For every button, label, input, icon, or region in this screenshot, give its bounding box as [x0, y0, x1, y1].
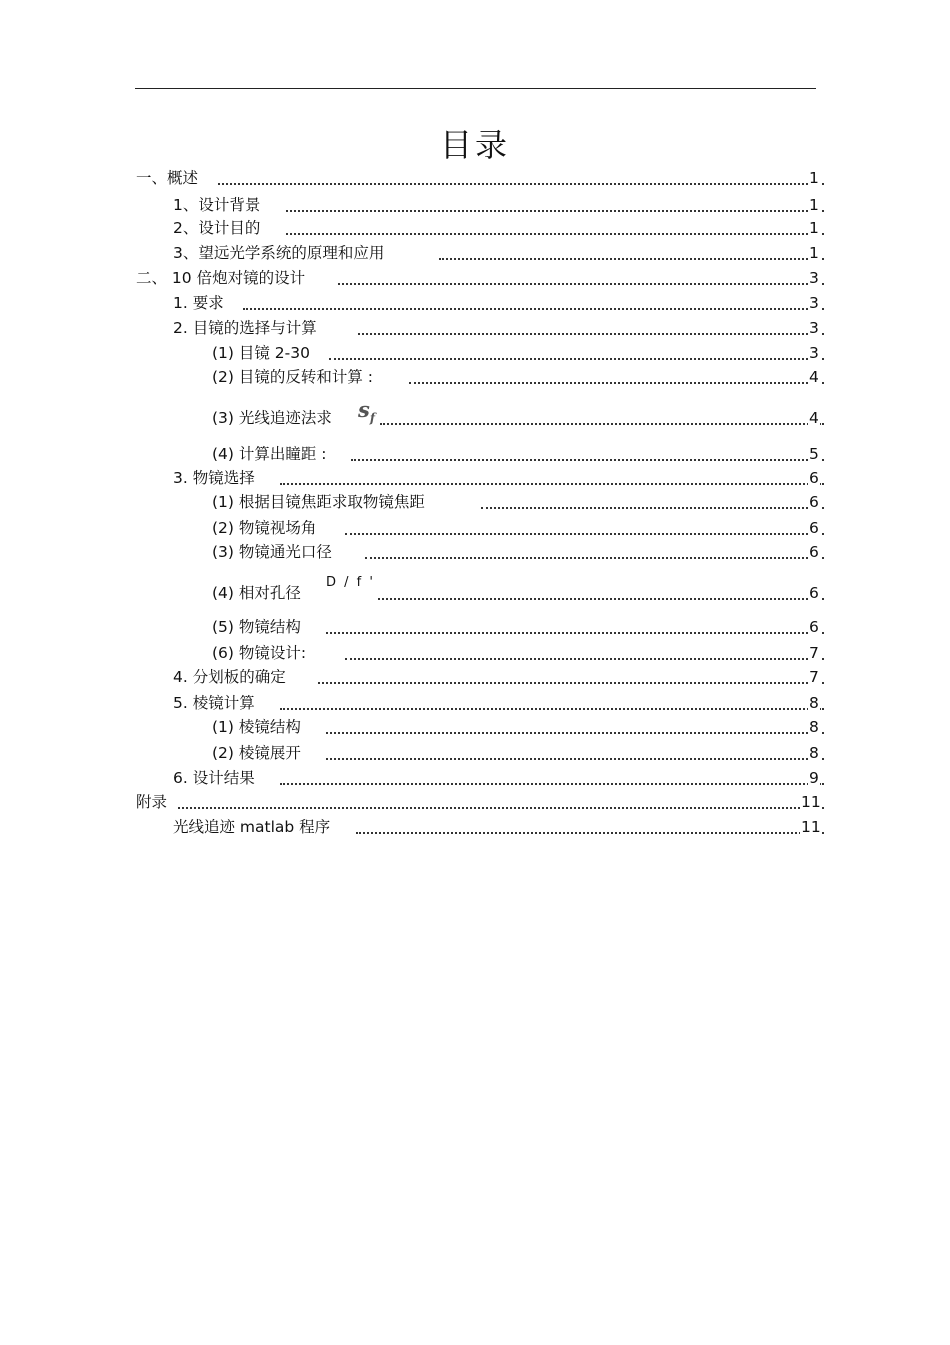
toc-leader-dots — [345, 658, 824, 660]
toc-page-number: 3 — [809, 319, 819, 337]
header-rule — [135, 88, 816, 89]
toc-entry[interactable] — [173, 816, 826, 838]
toc-entry[interactable] — [212, 491, 826, 513]
toc-leader-dots — [178, 807, 824, 809]
toc-entry[interactable] — [212, 575, 826, 604]
toc-entry-label: 一、概述 — [136, 169, 199, 187]
toc-leader-dots — [318, 682, 824, 684]
toc-leader-dots — [243, 308, 824, 310]
toc-entry-label: 3、望远光学系统的原理和应用 — [173, 244, 385, 262]
toc-entry[interactable] — [173, 217, 826, 239]
toc-entry-label: 附录 — [136, 793, 168, 811]
toc-entry-label: (1) 棱镜结构 — [212, 718, 301, 736]
page-title: 目录 — [439, 126, 510, 164]
toc-entry-label: (3) 物镜通光口径 — [212, 543, 332, 561]
toc-page-number: 7 — [809, 644, 819, 662]
toc-leader-dots — [345, 533, 824, 535]
toc-page-number: 6 — [809, 493, 819, 511]
toc-page-number: 1 — [809, 196, 819, 214]
toc-leader-dots — [280, 708, 824, 710]
toc-entry[interactable] — [173, 292, 826, 314]
toc-entry[interactable] — [173, 767, 826, 789]
toc-page-number: 6 — [809, 543, 819, 561]
toc-entry-label: 2. 目镜的选择与计算 — [173, 319, 317, 337]
toc-page-number: 1 — [809, 219, 819, 237]
toc-entry[interactable] — [212, 616, 826, 638]
symbol-subscript: f — [369, 411, 375, 426]
toc-leader-dots — [280, 783, 824, 785]
toc-entry-label: 4. 分划板的确定 — [173, 668, 286, 686]
toc-entry-label: (2) 目镜的反转和计算 : — [212, 368, 374, 386]
toc-entry-label: (3) 光线追迹法求 — [212, 409, 332, 427]
toc-page-number: 4 — [809, 409, 819, 427]
toc-page-number: 8 — [809, 718, 819, 736]
toc-leader-dots — [356, 832, 824, 834]
toc-leader-dots — [329, 358, 824, 360]
toc-entry[interactable] — [173, 317, 826, 339]
toc-leader-dots — [218, 183, 824, 185]
toc-leader-dots — [380, 423, 824, 425]
toc-entry[interactable] — [173, 194, 826, 216]
toc-entry-label: (1) 目镜 2-30 — [212, 344, 310, 362]
toc-entry[interactable] — [173, 467, 826, 489]
toc-entry-label: 1、设计背景 — [173, 196, 261, 214]
toc-entry[interactable] — [212, 366, 826, 388]
toc-entry-label: 6. 设计结果 — [173, 769, 255, 787]
toc-entry[interactable] — [173, 666, 826, 688]
relative-aperture-formula: D / f ' — [326, 575, 375, 590]
toc-page-number: 8 — [809, 744, 819, 762]
toc-entry-label: (1) 根据目镜焦距求取物镜焦距 — [212, 493, 425, 511]
toc-page-number: 4 — [809, 368, 819, 386]
toc-entry[interactable] — [212, 742, 826, 764]
toc-page-number: 3 — [809, 344, 819, 362]
symbol-main: s — [358, 397, 370, 422]
toc-entry-label: (4) 相对孔径 — [212, 584, 301, 602]
toc-leader-dots — [286, 210, 824, 212]
toc-page-number: 6 — [809, 519, 819, 537]
toc-entry[interactable] — [212, 517, 826, 539]
toc-entry[interactable] — [136, 791, 826, 813]
toc-page-number: 6 — [809, 584, 819, 602]
toc-leader-dots — [365, 557, 824, 559]
toc-leader-dots — [439, 258, 824, 260]
toc-entry-label: 1. 要求 — [173, 294, 224, 312]
toc-leader-dots — [326, 732, 824, 734]
toc-entry-label: 2、设计目的 — [173, 219, 261, 237]
toc-leader-dots — [326, 758, 824, 760]
toc-entry[interactable] — [212, 541, 826, 563]
sf-symbol — [358, 399, 375, 429]
toc-leader-dots — [409, 382, 824, 384]
toc-entry-label: 二、 10 倍炮对镜的设计 — [136, 269, 306, 287]
toc-entry[interactable] — [212, 397, 826, 429]
toc-entry[interactable] — [212, 716, 826, 738]
toc-entry[interactable] — [212, 443, 826, 465]
toc-leader-dots — [351, 459, 824, 461]
toc-page-number: 3 — [809, 269, 819, 287]
toc-page-number: 11 — [801, 793, 821, 811]
toc-leader-dots — [326, 632, 824, 634]
toc-entry-label: 3. 物镜选择 — [173, 469, 255, 487]
toc-page-number: 9 — [809, 769, 819, 787]
toc-entry[interactable] — [136, 167, 826, 189]
toc-entry[interactable] — [173, 692, 826, 714]
toc-leader-dots — [286, 233, 824, 235]
toc-page-number: 6 — [809, 618, 819, 636]
toc-entry-label: (5) 物镜结构 — [212, 618, 301, 636]
toc-page-number: 1 — [809, 169, 819, 187]
toc-entry-label: 光线追迹 matlab 程序 — [173, 818, 331, 836]
toc-entry-label: (4) 计算出瞳距 : — [212, 445, 327, 463]
toc-entry-label: (2) 棱镜展开 — [212, 744, 301, 762]
toc-page-number: 1 — [809, 244, 819, 262]
toc-entry[interactable] — [173, 242, 826, 264]
toc-leader-dots — [338, 283, 824, 285]
toc-leader-dots — [280, 483, 824, 485]
toc-page-number: 8 — [809, 694, 819, 712]
toc-page-number: 3 — [809, 294, 819, 312]
toc-entry[interactable] — [212, 342, 826, 364]
toc-entry-label: 5. 棱镜计算 — [173, 694, 255, 712]
toc-entry[interactable] — [212, 642, 826, 664]
toc-entry-label: (2) 物镜视场角 — [212, 519, 317, 537]
toc-leader-dots — [481, 507, 824, 509]
toc-leader-dots — [378, 598, 824, 600]
toc-page-number: 11 — [801, 818, 821, 836]
toc-entry[interactable] — [136, 267, 826, 289]
toc-page-number: 7 — [809, 668, 819, 686]
toc-page-number: 6 — [809, 469, 819, 487]
toc-leader-dots — [358, 333, 824, 335]
toc-page-number: 5 — [809, 445, 819, 463]
toc-entry-label: (6) 物镜设计: — [212, 644, 307, 662]
